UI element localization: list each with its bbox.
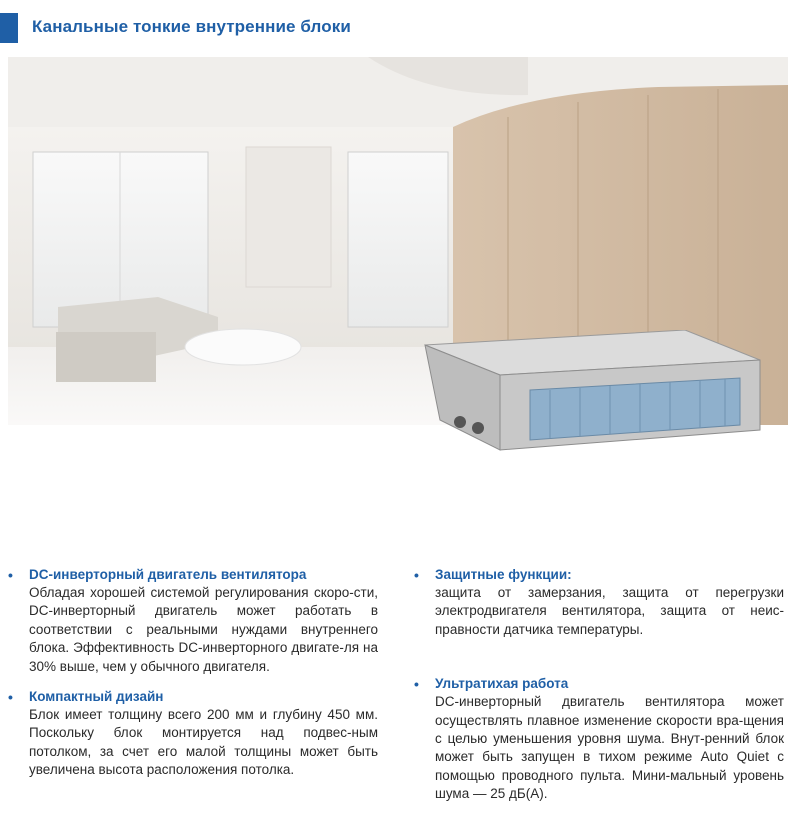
bullet-icon: • — [8, 567, 13, 583]
feature-title: Компактный дизайн — [29, 689, 164, 705]
feature-item — [414, 675, 784, 803]
feature-title: Ультратихая работа — [435, 676, 569, 692]
features-left-column — [8, 566, 378, 792]
bullet-icon: • — [414, 567, 419, 583]
feature-item — [8, 566, 378, 676]
bullet-icon: • — [8, 689, 13, 706]
page-title: Канальные тонкие внутренние блоки — [32, 17, 351, 36]
header-accent-bar — [0, 13, 18, 43]
feature-item — [414, 566, 784, 639]
bullet-icon: • — [414, 676, 419, 693]
feature-text: Блок имеет толщину всего 200 мм и глубину 450 мм. Поскольку блок монтируется над подвес-ным потолком, за счет его малой толщины может быть увеличена высота расположения потолка. — [29, 707, 378, 778]
feature-text: защита от замерзания, защита от перегрузки электродвигателя вентилятора, защита от неис-правности датчика температуры. — [435, 585, 784, 637]
duct-air-conditioner-unit — [420, 330, 770, 480]
feature-title: DC-инверторный двигатель вентилятора — [29, 567, 307, 582]
feature-text: Обладая хорошей системой регулирования скоро-сти, DC-инверторный двигатель может работать в соответствии с реальными нуждами внутреннего блока. Эффективность DC-инверторного двигате-ля на 30% выше, чем у обычного двигателя. — [29, 585, 378, 674]
feature-text: DC-инверторный двигатель вентилятора может осуществлять плавное изменение скорости вра-щения с целью уменьшения уровня шума. Внут-ренний блок может быть запущен в тихом режиме Auto Quiet с помощью проводного пульта. Мини-мальный уровень шума — 25 дБ(А). — [435, 694, 784, 802]
feature-title: Защитные функции: — [435, 567, 572, 582]
features-right-column — [414, 566, 784, 816]
feature-item — [8, 688, 378, 780]
